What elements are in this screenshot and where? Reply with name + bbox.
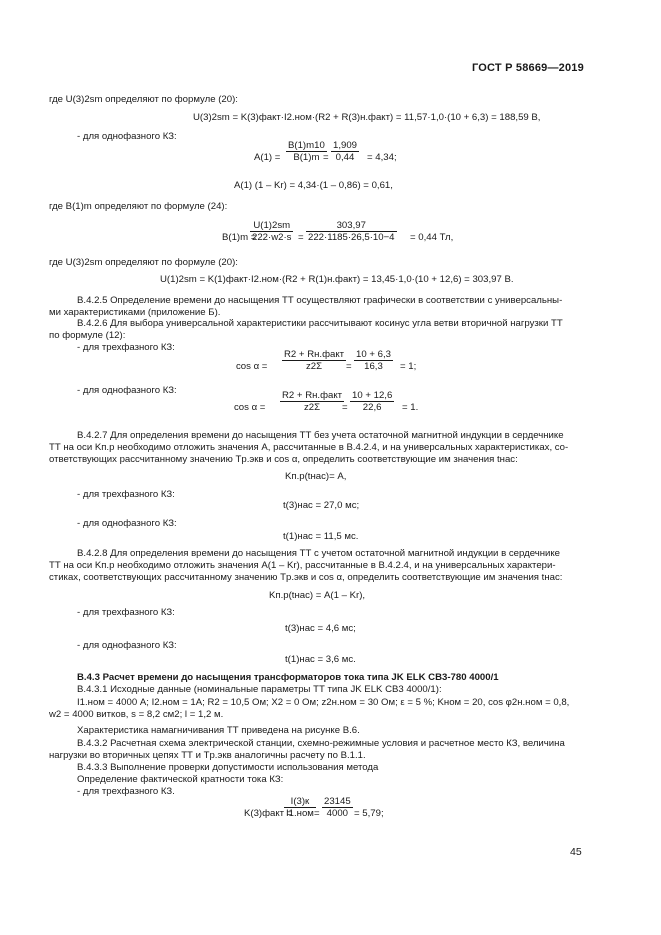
formula-line: t(1)нас = 3,6 мс.: [285, 654, 356, 665]
text-line: - для трехфазного КЗ:: [77, 489, 175, 500]
formula-line: t(3)нас = 4,6 мс;: [285, 623, 356, 634]
text-line: В.4.2.7 Для определения времени до насыщения ТТ без учета остаточной магнитной индукции в сердечнике: [77, 430, 564, 441]
formula-result: = 1;: [400, 361, 417, 372]
document-header: ГОСТ Р 58669—2019: [472, 62, 584, 74]
formula-fraction: [282, 349, 346, 372]
fraction-denominator: 222·1185·26,5·10−4: [308, 232, 395, 243]
text-line: нагрузки во вторичных цепях ТТ и Tр.экв аналогичны расчету по В.1.1.: [49, 750, 366, 761]
text-line: - для трехфазного КЗ:: [77, 342, 175, 353]
formula-fraction: [354, 349, 393, 372]
text-line: В.4.3.3 Выполнение проверки допустимости использования метода: [77, 762, 379, 773]
text-line: ТТ на оси Kп.р необходимо отложить значения A, рассчитанные в В.4.2.4, и на универсальных характеристиках, со-: [49, 442, 569, 453]
fraction-numerator: I(3)к: [284, 796, 316, 808]
formula-fraction: [280, 390, 344, 413]
text-line: Характеристика намагничивания ТТ приведена на рисунке В.6.: [77, 725, 360, 736]
fraction-denominator: 16,3: [364, 361, 383, 372]
text-line: - для трехфазного КЗ:: [77, 607, 175, 618]
fraction-numerator: 23145: [324, 796, 351, 807]
formula-line: U(1)2sm = K(1)факт·I2.ном·(R2 + R(1)н.факт) = 13,45·1,0·(10 + 12,6) = 303,97 В.: [160, 274, 514, 285]
text-line: В.4.2.5 Определение времени до насыщения ТТ осуществляют графически в соответствии с универсальны-: [77, 295, 563, 306]
formula-equals: =: [323, 152, 329, 163]
formula-fraction: [286, 140, 327, 163]
formula-fraction: [350, 390, 394, 413]
text-line: - для однофазного КЗ:: [77, 385, 177, 396]
formula-equals: =: [342, 402, 348, 413]
formula-lhs: cos α =: [236, 361, 268, 372]
fraction-numerator: 303,97: [306, 220, 397, 232]
text-line: по формуле (12):: [49, 330, 126, 341]
fraction-denominator: z2Σ: [303, 402, 321, 413]
fraction-numerator: 1,909: [333, 140, 358, 151]
text-line: ТТ на оси Kп.р необходимо отложить значения A(1 – Kr), рассчитанные в В.4.2.4, и на универсальных характери-: [49, 560, 556, 571]
fraction-denominator: 0,44: [335, 152, 355, 163]
formula-line: Kп.р(tнас)= A,: [285, 471, 347, 482]
text-line: В.4.2.6 Для выбора универсальной характеристики рассчитывают косинус угла ветви вторичной нагрузки ТТ: [77, 318, 563, 329]
fraction-denominator: B(1)m: [293, 152, 320, 163]
formula-equals: =: [298, 232, 304, 243]
formula-fraction: [331, 140, 359, 163]
fraction-numerator: 10 + 12,6: [352, 390, 393, 401]
formula-line: A(1) (1 – Kr) = 4,34·(1 – 0,86) = 0,61,: [234, 180, 393, 191]
text-line: I1.ном = 4000 А; I2.ном = 1А; R2 = 10,5 Ом; X2 = 0 Ом; z2н.ном = 30 Ом; ε = 5 %; Kном = 20, cos φ2н.ном = 0,8,: [77, 697, 570, 708]
text-line: - для трехфазного КЗ.: [77, 786, 175, 797]
fraction-numerator: R2 + Rн.факт: [282, 390, 343, 401]
formula-line: U(3)2sm = K(3)факт·I2.ном·(R2 + R(3)н.факт) = 11,57·1,0·(10 + 6,3) = 188,59 В,: [193, 112, 541, 123]
formula-line: t(1)нас = 11,5 мс.: [283, 531, 359, 542]
fraction-denominator: z2Σ: [305, 361, 323, 372]
formula-fraction: [306, 220, 397, 243]
text-line: - для однофазного КЗ:: [77, 640, 177, 651]
text-line: - для однофазного КЗ:: [77, 131, 177, 142]
formula-equals: =: [314, 808, 320, 819]
text-line: ответствующих рассчитанному значению Tр.экв и cos α, определить соответствующие им значения tнас:: [49, 454, 518, 465]
fraction-numerator: U(1)2sm: [250, 220, 293, 232]
text-line: ми характеристиками (приложение Б).: [49, 307, 221, 318]
fraction-denominator: 22,6: [362, 402, 382, 413]
formula-lhs: cos α =: [234, 402, 266, 413]
fraction-numerator: B(1)m10: [288, 140, 325, 151]
text-line: В.4.2.8 Для определения времени до насыщения ТТ с учетом остаточной магнитной индукции в сердечнике: [77, 548, 561, 559]
formula-result: = 4,34;: [367, 152, 397, 163]
formula-result: = 5,79;: [354, 808, 384, 819]
fraction-denominator: 222·w2·s: [252, 232, 292, 243]
page-number: 45: [570, 846, 582, 858]
text-line: где U(3)2sm определяют по формуле (20):: [49, 257, 238, 268]
formula-lhs: B(1)m =: [222, 232, 257, 243]
formula-fraction: [322, 796, 353, 819]
text-line: - для однофазного КЗ:: [77, 518, 177, 529]
fraction-numerator: R2 + Rн.факт: [284, 349, 345, 360]
formula-lhs: K(3)факт =: [244, 808, 293, 819]
text-line: В.4.3.2 Расчетная схема электрической станции, схемно-режимные условия и расчетное место КЗ, величина: [77, 738, 565, 749]
formula-lhs: A(1) =: [254, 152, 281, 163]
text-line: В.4.3.1 Исходные данные (номинальные параметры ТТ типа JK ELK CB3 4000/1):: [77, 684, 442, 695]
formula-fraction: [284, 796, 316, 819]
text-line: где U(3)2sm определяют по формуле (20):: [49, 94, 238, 105]
formula-fraction: [250, 220, 293, 243]
text-line: стиках, соответствующих рассчитанному значению Tр.экв и cos α, определить соответствующие им значения tнас:: [49, 572, 563, 583]
section-heading: В.4.3 Расчет времени до насыщения трансформаторов тока типа JK ELK CB3-780 4000/1: [77, 672, 499, 683]
formula-equals: =: [346, 361, 352, 372]
text-line: w2 = 4000 витков, s = 8,2 см2; l = 1,2 м.: [49, 709, 224, 720]
fraction-numerator: 10 + 6,3: [356, 349, 391, 360]
formula-result: = 1.: [402, 402, 419, 413]
fraction-denominator: I1.ном: [286, 808, 314, 819]
text-line: где B(1)m определяют по формуле (24):: [49, 201, 228, 212]
formula-result: = 0,44 Тл,: [410, 232, 454, 243]
text-line: Определение фактической кратности тока КЗ:: [77, 774, 284, 785]
fraction-denominator: 4000: [326, 808, 349, 819]
formula-line: t(3)нас = 27,0 мс;: [283, 500, 360, 511]
formula-line: Kп.р(tнас) = A(1 – Kr),: [269, 590, 366, 601]
